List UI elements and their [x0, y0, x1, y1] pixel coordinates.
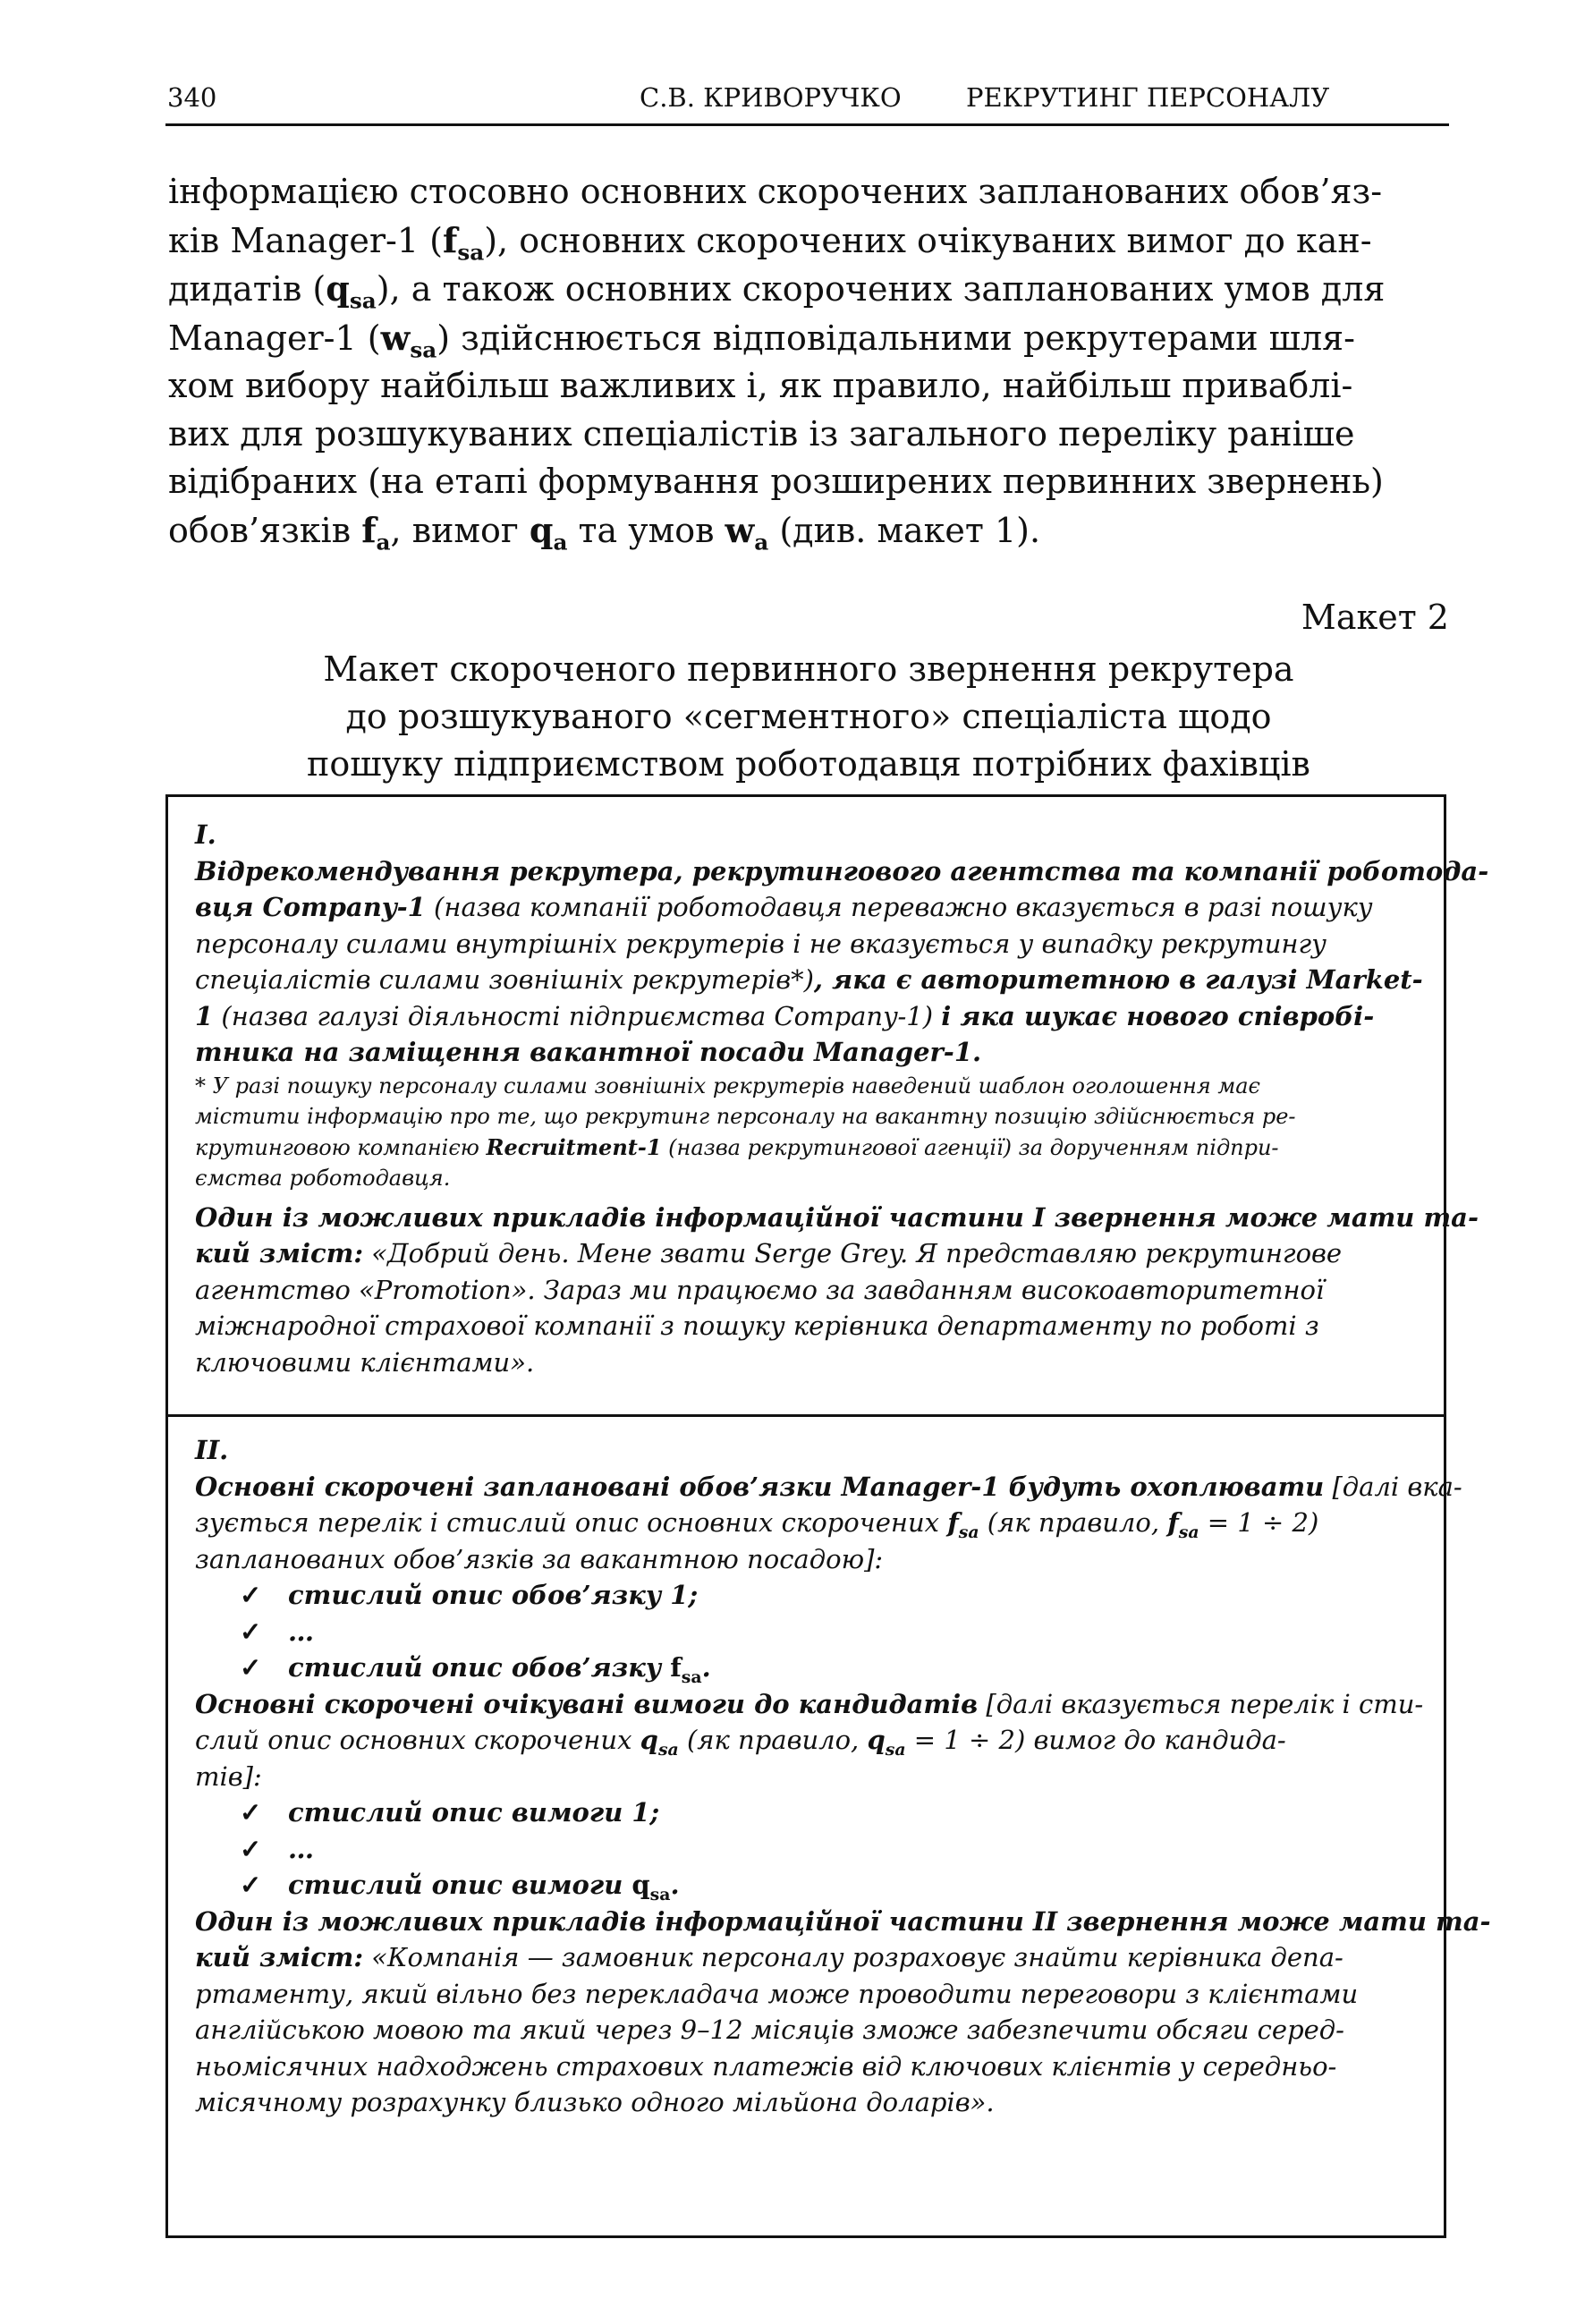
- section-i: [195, 817, 1489, 1380]
- text-line: місячному розрахунку близько одного мільйона доларів».: [195, 2087, 995, 2117]
- text-line: зується перелік і стислий опис основних скорочених $f_{sa}$ (як правило, $f_{sa} = 1 \div 2$): [195, 1507, 1319, 1542]
- text-line: інформацією стосовно основних скорочених запланованих обов’яз-: [168, 172, 1383, 211]
- check-item: ✓ …: [195, 1831, 1422, 1868]
- section-ii: [195, 1432, 1491, 2121]
- check-item: ✓ …: [195, 1614, 1422, 1650]
- text-line: Основні скорочені заплановані обов’язки Manager-1 будуть охоплювати [далі вка-: [195, 1471, 1462, 1502]
- check-item: ✓ стислий опис обов’язку 1;: [195, 1577, 1422, 1614]
- text-line: Основні скорочені очікувані вимоги до кандидатів [далі вказується перелік і сти-: [195, 1688, 1424, 1719]
- text-line: ків Manager-1 $(f_{sa})$, основних скорочених очікуваних вимог до кан-: [168, 219, 1372, 266]
- text-line: відібраних (на етапі формування розширених первинних звернень): [168, 462, 1384, 501]
- maket-title-line: пошуку підприємством роботодавця потрібних фахівців: [307, 744, 1310, 784]
- footnote: [195, 1071, 1422, 1194]
- text-line: дидатів $(q_{sa})$, а також основних скорочених запланованих умов для: [168, 268, 1386, 314]
- text-line: персоналу силами внутрішніх рекрутерів і не вказується у випадку рекрутингу: [195, 928, 1326, 959]
- checkmark-icon: ✓: [240, 1797, 262, 1828]
- text-line: Один із можливих прикладів інформаційної частини I звернення може мати та-: [195, 1201, 1479, 1233]
- text-line: Manager-1 $(w_{sa})$ здійснюється відповідальними рекрутерами шля-: [168, 317, 1355, 363]
- text-line: кий зміст: «Добрий день. Мене звати Serge Grey. Я представляю рекрутингове: [195, 1238, 1343, 1268]
- intro-paragraph: [168, 168, 1449, 555]
- text-line: ртаменту, який вільно без перекладача може проводити переговори з клієнтами: [195, 1978, 1359, 2009]
- section-divider: [168, 1414, 1444, 1417]
- footnote-line: ємства роботодавця.: [195, 1166, 451, 1191]
- maket-title-line: Макет скороченого первинного звернення рекрутера: [323, 649, 1294, 689]
- text-line: міжнародної страхової компанії з пошуку керівника департаменту по роботі з: [195, 1310, 1319, 1341]
- text-line: 1 (назва галузі діяльності підприємства Company-1) і яка шукає нового співробі-: [195, 1000, 1375, 1031]
- text-line: тів]:: [195, 1760, 262, 1792]
- text-line: тника на заміщення вакантної посади Manager-1.: [195, 1037, 982, 1067]
- running-header: [165, 82, 1449, 126]
- checkmark-icon: ✓: [240, 1580, 262, 1610]
- check-item: ✓ стислий опис обов’язку $f_{sa}$.: [195, 1650, 1422, 1686]
- text-line: кий зміст: «Компанія — замовник персоналу розраховує знайти керівника депа-: [195, 1942, 1343, 1972]
- text-line: англійською мовою та який через 9–12 місяців зможе забезпечити обсяги серед-: [195, 2014, 1344, 2045]
- text-line: запланованих обов’язків за вакантною посадою]:: [195, 1543, 884, 1574]
- check-item: ✓ стислий опис вимоги $q_{sa}$.: [195, 1867, 1422, 1904]
- text-line: Один із можливих прикладів інформаційної частини II звернення може мати та-: [195, 1905, 1491, 1937]
- header-authors: С.В. КРИВОРУЧКО: [640, 82, 902, 113]
- text-line: Відрекомендування рекрутера, рекрутингового агентства та компанії роботода-: [195, 855, 1489, 886]
- page-number: 340: [167, 82, 217, 113]
- maket-title: [168, 646, 1449, 788]
- maket-label: Макет 2: [1301, 598, 1449, 637]
- text-line: вих для розшукуваних спеціалістів із загального переліку раніше: [168, 413, 1355, 454]
- text-line: обов’язків $f_a$, вимог $q_a$ та умов $w_a$ (див. макет 1).: [168, 509, 1041, 556]
- header-book-title: РЕКРУТИНГ ПЕРСОНАЛУ: [966, 82, 1330, 113]
- checkmark-icon: ✓: [240, 1616, 262, 1647]
- text-line: ньомісячних надходжень страхових платежів від ключових клієнтів у середньо-: [195, 2050, 1337, 2082]
- footnote-line: крутинговою компанією Recruitment-1 (назва рекрутингової агенції) за дорученням підпри-: [195, 1133, 1279, 1160]
- text-line: агентство «Promotion». Зараз ми працюємо за завданням високоавторитетної: [195, 1274, 1325, 1305]
- text-line: хом вибору найбільш важливих і, як правило, найбільш приваблі-: [168, 366, 1353, 405]
- text-line: вця Company-1 (назва компанії роботодавця переважно вказується в разі пошуку: [195, 892, 1373, 922]
- text-line: спеціалістів силами зовнішніх рекрутерів*), яка є авторитетною в галузі Market-: [195, 964, 1423, 995]
- checkmark-icon: ✓: [240, 1652, 262, 1683]
- template-box: [165, 794, 1491, 2238]
- footnote-line: містити інформацію про те, що рекрутинг персоналу на вакантну позицію здійснюється ре-: [195, 1104, 1296, 1129]
- section-number: I.: [195, 819, 216, 850]
- text-line: слий опис основних скорочених $q_{sa}$ (як правило, $q_{sa} = 1 \div 2$) вимог до кандида-: [195, 1725, 1286, 1760]
- footnote-line: * У разі пошуку персоналу силами зовнішніх рекрутерів наведений шаблон оголошення має: [195, 1073, 1260, 1098]
- text-line: ключовими клієнтами».: [195, 1346, 535, 1378]
- section-number: II.: [195, 1435, 229, 1465]
- checkmark-icon: ✓: [240, 1870, 262, 1900]
- maket-title-line: до розшукуваного «сегментного» спеціаліста щодо: [345, 697, 1272, 736]
- check-item: ✓ стислий опис вимоги 1;: [195, 1794, 1422, 1831]
- checkmark-icon: ✓: [240, 1833, 262, 1864]
